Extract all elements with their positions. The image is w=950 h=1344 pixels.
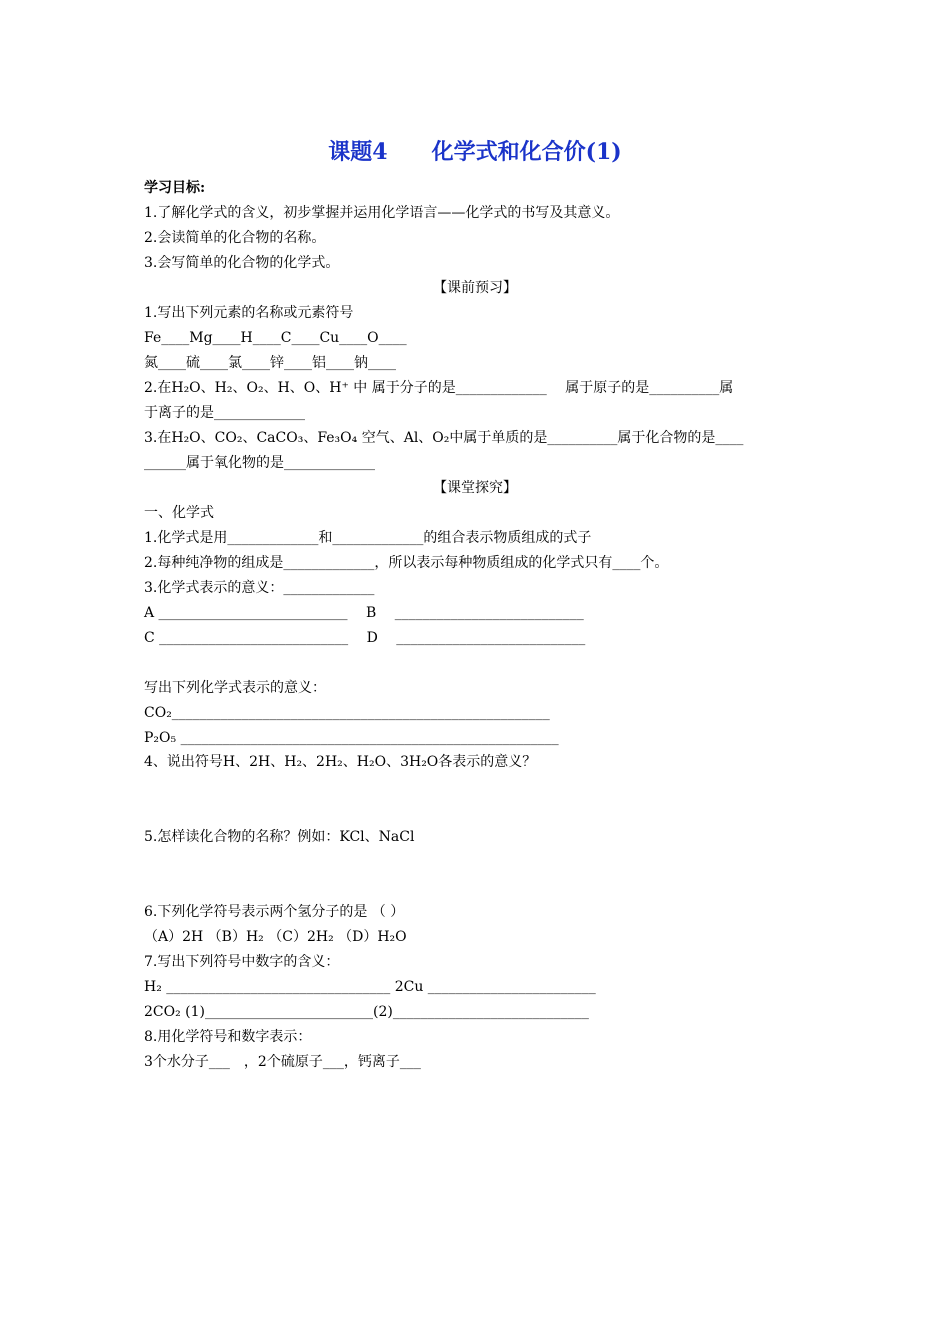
page-title: 课题4 化学式和化合价(1) <box>328 139 622 165</box>
section-heading: 一、化学式 <box>144 505 214 521</box>
goals-heading: 学习目标: <box>144 180 206 196</box>
co2-answer-line: CO₂______________________________________________________ <box>144 705 550 721</box>
goal-item: 1.了解化学式的含义，初步掌握并运用化学语言——化学式的书写及其意义。 <box>144 205 620 221</box>
answer-line: H₂ ________________________________ 2Cu ________________________ <box>144 979 596 995</box>
explore-question: 8.用化学符号和数字表示： <box>144 1029 312 1045</box>
preview-question-cont: 于离子的是_____________ <box>144 405 305 421</box>
explore-question: 3.化学式表示的意义：_____________ <box>144 580 375 596</box>
element-names-line: 氮____硫____氯____锌____铝____钠____ <box>144 355 396 371</box>
answer-line: 2CO₂ (1)________________________(2)____________________________ <box>144 1004 589 1020</box>
preview-heading: 【课前预习】 <box>433 280 517 296</box>
preview-question: 3.在H₂O、CO₂、CaCO₃、Fe₃O₄ 空气、Al、O₂中属于单质的是__________属于化合物的是____ <box>144 430 744 446</box>
explore-question: 1.化学式是用_____________和_____________的组合表示物质组成的式子 <box>144 530 592 546</box>
answer-line: 3个水分子___ ，2个硫原子___，钙离子___ <box>144 1054 421 1070</box>
goal-item: 2.会读简单的化合物的名称。 <box>144 230 326 246</box>
explore-question: 5.怎样读化合物的名称？例如：KCl、NaCl <box>144 829 415 845</box>
explore-question: 4、说出符号H、2H、H₂、2H₂、H₂O、3H₂O各表示的意义？ <box>144 754 537 770</box>
goal-item: 3.会写简单的化合物的化学式。 <box>144 255 340 271</box>
element-symbols-line: Fe____Mg____H____C____Cu____O____ <box>144 330 407 346</box>
explore-question: 7.写出下列符号中数字的含义： <box>144 954 340 970</box>
answer-line-ab: A ___________________________ B ___________________________ <box>144 605 584 621</box>
preview-question: 1.写出下列元素的名称或元素符号 <box>144 305 354 321</box>
explore-question: 2.每种纯净物的组成是_____________，所以表示每种物质组成的化学式只有____个。 <box>144 555 669 571</box>
explore-question: 6.下列化学符号表示两个氢分子的是 （ ） <box>144 904 405 920</box>
write-meaning-prompt: 写出下列化学式表示的意义： <box>144 680 326 696</box>
question-options: （A）2H （B）H₂ （C）2H₂ （D）H₂O <box>144 929 407 945</box>
answer-line-cd: C ___________________________ D ___________________________ <box>144 630 586 646</box>
preview-question: 2.在H₂O、H₂、O₂、H、O、H⁺ 中 属于分子的是_____________ 属于原子的是__________属 <box>144 380 734 396</box>
preview-question-cont: ______属于氧化物的是_____________ <box>144 455 375 471</box>
explore-heading: 【课堂探究】 <box>433 480 517 496</box>
p2o5-answer-line: P₂O₅ ______________________________________________________ <box>144 730 559 746</box>
